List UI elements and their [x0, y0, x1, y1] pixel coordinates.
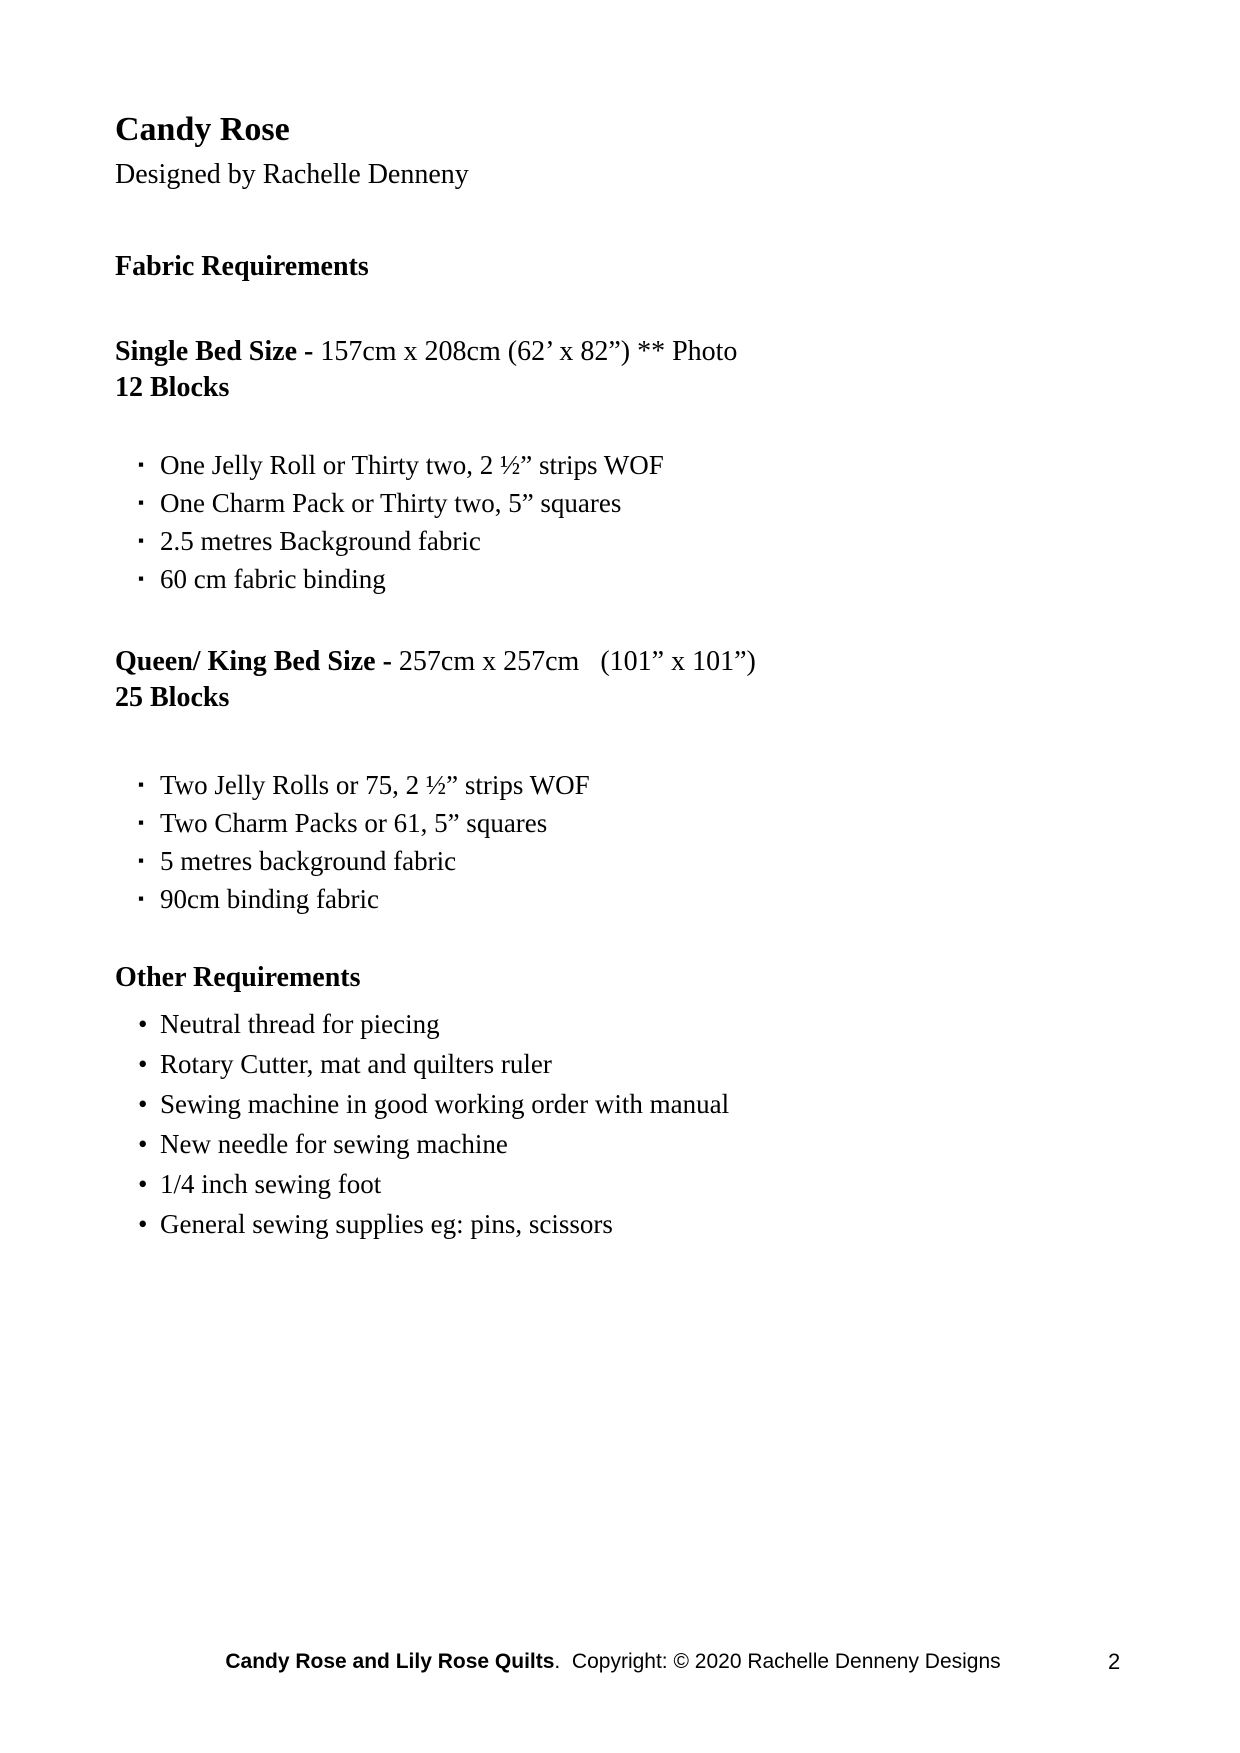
designer-byline: Designed by Rachelle Denneny: [115, 158, 469, 190]
other-requirements-list: [115, 1004, 1140, 1244]
single-bed-heading: [115, 334, 1140, 406]
queen-king-size-line: [115, 644, 1140, 680]
page-footer: [0, 1648, 1240, 1675]
queen-king-label: Queen/ King Bed Size -: [115, 645, 399, 677]
single-bed-dimensions: 157cm x 208cm (62’ x 82”) ** Photo: [320, 335, 738, 367]
list-item: • Sewing machine in good working order with manual: [115, 1084, 1140, 1124]
list-item: ▪ Two Charm Packs or 61, 5” squares: [115, 804, 1140, 842]
other-requirements-heading: Other Requirements: [115, 961, 361, 993]
single-bed-blocks: 12 Blocks: [115, 371, 230, 403]
list-item: • New needle for sewing machine: [115, 1124, 1140, 1164]
list-item: • Neutral thread for piecing: [115, 1004, 1140, 1044]
queen-king-blocks: 25 Blocks: [115, 681, 230, 713]
fabric-requirements-heading: Fabric Requirements: [115, 251, 369, 283]
queen-king-bed-heading: [115, 644, 1140, 716]
list-item: ▪ One Jelly Roll or Thirty two, 2 ½” strips WOF: [115, 446, 1140, 484]
page-number: 2: [1108, 1649, 1121, 1674]
list-item: ▪ 90cm binding fabric: [115, 880, 1140, 918]
copyright-line: [0, 1648, 1233, 1675]
list-item: • Rotary Cutter, mat and quilters ruler: [115, 1044, 1140, 1084]
footer-copyright-text: . Copyright: © 2020 Rachelle Denneny Designs: [554, 1650, 1001, 1673]
single-bed-requirements-list: [115, 446, 1140, 598]
list-item: • 1/4 inch sewing foot: [115, 1164, 1140, 1204]
list-item: ▪ 60 cm fabric binding: [115, 560, 1140, 598]
single-bed-label: Single Bed Size -: [115, 335, 321, 367]
list-item: • General sewing supplies eg: pins, scissors: [115, 1204, 1140, 1244]
footer-doc-title: Candy Rose and Lily Rose Quilts: [225, 1650, 555, 1673]
list-item: ▪ Two Jelly Rolls or 75, 2 ½” strips WOF: [115, 766, 1140, 804]
list-item: ▪ One Charm Pack or Thirty two, 5” squares: [115, 484, 1140, 522]
queen-king-dimensions: 257cm x 257cm (101” x 101”): [398, 645, 756, 677]
queen-king-requirements-list: [115, 766, 1140, 918]
page-title: Candy Rose: [115, 111, 290, 148]
list-item: ▪ 5 metres background fabric: [115, 842, 1140, 880]
single-bed-size-line: [115, 334, 1140, 370]
list-item: ▪ 2.5 metres Background fabric: [115, 522, 1140, 560]
